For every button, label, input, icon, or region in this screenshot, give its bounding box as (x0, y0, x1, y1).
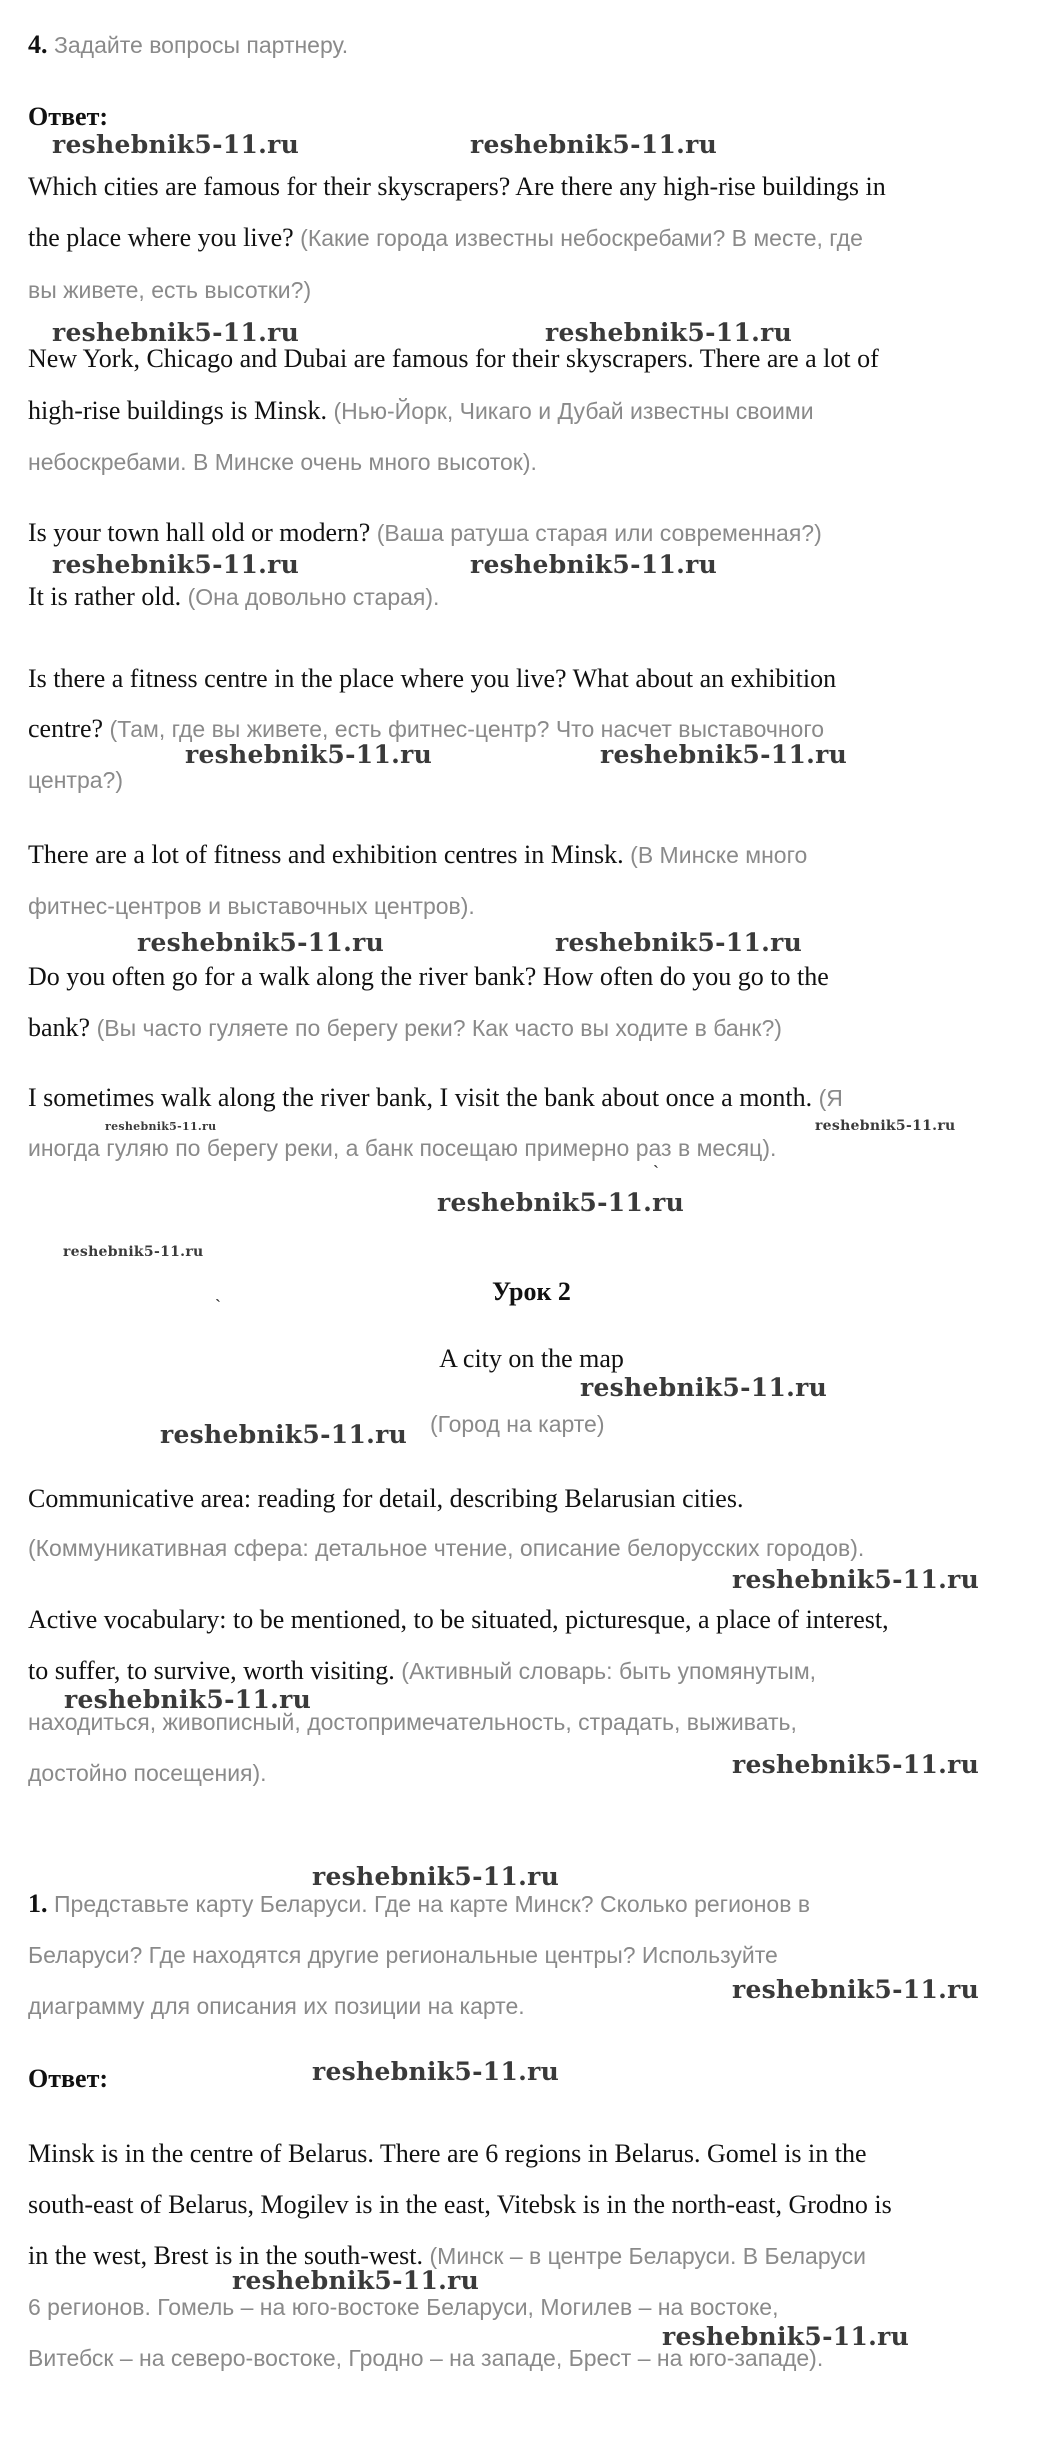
watermark: reshebnik5-11.ru (470, 130, 718, 159)
task-text: Задайте вопросы партнеру. (54, 32, 349, 58)
answer-line: south-east of Belarus, Mogilev is in the east, Vitebsk is in the north-east, Grodno is (28, 2190, 892, 2219)
qa-line: There are a lot of fitness and exhibition centres in Minsk. (В Минске много (28, 840, 808, 869)
vocabulary-line: находиться, живописный, достопримечательность, страдать, выживать, (28, 1709, 797, 1735)
qa-line: New York, Chicago and Dubai are famous for their skyscrapers. There are a lot of (28, 344, 879, 373)
watermark: reshebnik5-11.ru (545, 318, 793, 347)
lesson-title: Урок 2 (492, 1277, 571, 1306)
answer-line: Minsk is in the centre of Belarus. There are 6 regions in Belarus. Gomel is in the (28, 2139, 867, 2168)
watermark: reshebnik5-11.ru (105, 1120, 217, 1133)
watermark: reshebnik5-11.ru (52, 318, 300, 347)
scan-mark: ˋ (653, 1162, 659, 1182)
task-1-line: Беларуси? Где находятся другие региональные центры? Используйте (28, 1942, 778, 1968)
watermark: reshebnik5-11.ru (732, 1750, 980, 1779)
lesson-subtitle: A city on the map (439, 1344, 624, 1373)
qa-line: Is there a fitness centre in the place where you live? What about an exhibition (28, 664, 837, 693)
watermark: reshebnik5-11.ru (732, 1975, 980, 2004)
communicative-area-translation: (Коммуникативная сфера: детальное чтение, описание белорусских городов). (28, 1535, 865, 1561)
task-1-line: диаграмму для описания их позиции на карте. (28, 1993, 525, 2019)
answer-label: Ответ: (28, 2064, 109, 2093)
qa-line: It is rather old. (Она довольно старая). (28, 582, 440, 611)
qa-line: фитнес-центров и выставочных центров). (28, 893, 475, 919)
watermark: reshebnik5-11.ru (437, 1188, 685, 1217)
answer-line: 6 регионов. Гомель – на юго-востоке Беларуси, Могилев – на востоке, (28, 2294, 779, 2320)
watermark: reshebnik5-11.ru (160, 1420, 408, 1449)
watermark: reshebnik5-11.ru (732, 1565, 980, 1594)
watermark: reshebnik5-11.ru (312, 1862, 560, 1891)
qa-line: Do you often go for a walk along the river bank? How often do you go to the (28, 962, 829, 991)
qa-line: high-rise buildings is Minsk. (Нью-Йорк, Чикаго и Дубай известны своими (28, 396, 814, 425)
qa-line: иногда гуляю по берегу реки, а банк посещаю примерно раз в месяц). (28, 1135, 777, 1161)
watermark: reshebnik5-11.ru (815, 1118, 956, 1134)
qa-line: I sometimes walk along the river bank, I visit the bank about once a month. (Я (28, 1083, 843, 1112)
watermark: reshebnik5-11.ru (312, 2057, 560, 2086)
qa-line: bank? (Вы часто гуляете по берегу реки? Как часто вы ходите в банк?) (28, 1013, 782, 1042)
watermark: reshebnik5-11.ru (600, 740, 848, 769)
qa-line: the place where you live? (Какие города известны небоскребами? В месте, где (28, 223, 863, 252)
communicative-area: Communicative area: reading for detail, describing Belarusian cities. (28, 1484, 744, 1513)
qa-line: Which cities are famous for their skyscrapers? Are there any high-rise buildings in (28, 172, 886, 201)
qa-line: вы живете, есть высотки?) (28, 277, 312, 303)
qa-line: центра?) (28, 767, 123, 793)
watermark: reshebnik5-11.ru (64, 1685, 312, 1714)
watermark: reshebnik5-11.ru (185, 740, 433, 769)
watermark: reshebnik5-11.ru (52, 130, 300, 159)
watermark: reshebnik5-11.ru (232, 2266, 480, 2295)
task-1-line: 1. Представьте карту Беларуси. Где на карте Минск? Сколько регионов в (28, 1889, 811, 1918)
qa-line: небоскребами. В Минске очень много высоток). (28, 449, 537, 475)
qa-line: Is your town hall old or modern? (Ваша ратуша старая или современная?) (28, 518, 822, 547)
watermark: reshebnik5-11.ru (52, 550, 300, 579)
lesson-subtitle-translation: (Город на карте) (430, 1411, 605, 1437)
task-4-line (28, 28, 348, 62)
watermark: reshebnik5-11.ru (555, 928, 803, 957)
watermark: reshebnik5-11.ru (662, 2322, 910, 2351)
vocabulary-line: to suffer, to survive, worth visiting. (Активный словарь: быть упомянутым, (28, 1656, 817, 1685)
qa-line: centre? (Там, где вы живете, есть фитнес-центр? Что насчет выставочного (28, 714, 825, 743)
vocabulary-line: Active vocabulary: to be mentioned, to be situated, picturesque, a place of interest, (28, 1605, 889, 1634)
watermark: reshebnik5-11.ru (63, 1244, 204, 1260)
task-number: 1. (28, 1889, 48, 1918)
answer-label: Ответ: (28, 102, 109, 131)
scan-mark: ˏ (215, 1282, 221, 1302)
watermark: reshebnik5-11.ru (470, 550, 718, 579)
answer-line: Витебск – на северо-востоке, Гродно – на западе, Брест – на юго-западе). (28, 2345, 824, 2371)
watermark: reshebnik5-11.ru (137, 928, 385, 957)
watermark: reshebnik5-11.ru (580, 1373, 828, 1402)
vocabulary-line: достойно посещения). (28, 1760, 267, 1786)
answer-line: in the west, Brest is in the south-west. (Минск – в центре Беларуси. В Беларуси (28, 2241, 866, 2270)
task-number: 4. (28, 30, 48, 59)
